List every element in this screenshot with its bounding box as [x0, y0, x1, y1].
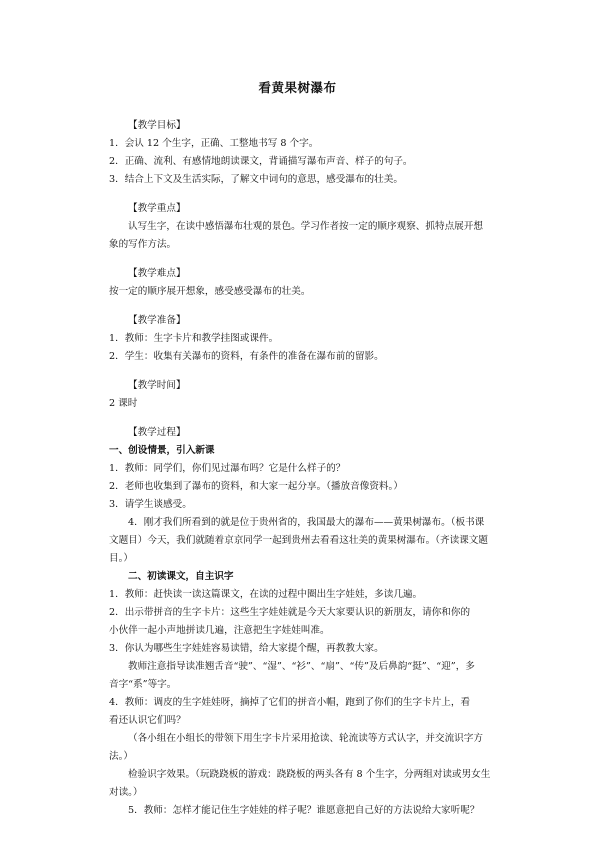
text-line: 【教学重点】 — [128, 203, 186, 214]
text-line: 2．出示带拼音的生字卡片：这些生字娃娃就是今天大家要认识的新朋友，请你和你的 — [109, 607, 471, 618]
text-line: 2．学生：收集有关瀑布的资料，有条件的准备在瀑布前的留影。 — [109, 351, 384, 362]
text-line: 5．教师：怎样才能记住生字娃娃的样子呢？谁愿意把自己好的方法说给大家听呢？ — [128, 805, 480, 816]
text-line: 音字“系”等字。 — [109, 679, 177, 690]
text-line: 2．正确、流利、有感情地朗读课文，背诵描写瀑布声音、样子的句子。 — [109, 156, 413, 167]
text-line: 1．会认 12 个生字，正确、工整地书写 8 个字。 — [109, 138, 319, 149]
text-line: 目。） — [109, 553, 133, 564]
text-line: 2 课时 — [109, 398, 138, 409]
text-line: 2．老师也收集到了瀑布的资料，和大家一起分享。（播放音像资料。） — [109, 481, 403, 492]
paragraph-gap — [109, 366, 509, 377]
text-line: 4．刚才我们所看到的就是位于贵州省的，我国最大的瀑布——黄果树瀑布。（板书课 — [128, 517, 485, 528]
text-line: 1．教师：赶快读一读这篇课文，在读的过程中圈出生字娃娃，多读几遍。 — [109, 589, 423, 600]
text-line: 【教学准备】 — [128, 315, 186, 326]
text-line: 【教学过程】 — [128, 427, 186, 438]
text-line: 3．你认为哪些生字娃娃容易读错，给大家提个醒，再教教大家。 — [109, 643, 384, 654]
text-line: 看还认识它们吗？ — [109, 715, 186, 726]
text-line: 文题目）今天，我们就随着京京同学一起到贵州去看看这壮美的黄果树瀑布。（齐读课文题 — [109, 535, 488, 546]
text-line: 对读。） — [109, 787, 143, 798]
document-title: 看黄果树瀑布 — [258, 80, 337, 95]
paragraph-gap — [109, 301, 509, 312]
text-line: （各小组在小组长的带领下用生字卡片采用抢读、轮流读等方式认字，并交流识字方 — [128, 733, 483, 744]
text-line: 【教学目标】 — [128, 120, 186, 131]
text-line: 3．结合上下文及生活实际，了解文中词句的意思，感受瀑布的壮美。 — [109, 174, 403, 185]
text-line: 认写生字，在读中感悟瀑布壮观的景色。学习作者按一定的顺序观察、抓特点展开想 — [128, 221, 483, 232]
section-heading: 一、创设情景，引入新课 — [109, 445, 215, 456]
paragraph-gap — [109, 254, 509, 265]
text-line: 4．教师：调皮的生字娃娃呀，摘掉了它们的拼音小帽，跑到了你们的生字卡片上，看 — [109, 697, 471, 708]
section-heading: 二、初读课文，自主识字 — [128, 571, 234, 582]
text-line: 教师注意指导读准翘舌音“驶”、“湿”、“衫”、“扇”、“传”及后鼻韵“挺”、“迎”，多 — [128, 661, 475, 672]
text-line: 1．教师：生字卡片和教学挂图或课件。 — [109, 333, 279, 344]
text-line: 小伙伴一起小声地拼读几遍，注意把生字娃娃叫准。 — [109, 625, 330, 636]
document-body — [109, 117, 509, 820]
text-line: 1．教师：同学们，你们见过瀑布吗？它是什么样子的？ — [109, 463, 346, 474]
text-line: 按一定的顺序展开想象，感受感受瀑布的壮美。 — [109, 286, 311, 297]
text-line: 象的写作方法。 — [109, 239, 177, 250]
paragraph-gap — [109, 413, 509, 424]
text-line: 【教学时间】 — [128, 380, 186, 391]
text-line: 3．请学生谈感受。 — [109, 499, 192, 510]
text-line: 法。） — [109, 751, 133, 762]
text-line: 【教学难点】 — [128, 268, 186, 279]
paragraph-gap — [109, 189, 509, 200]
text-line: 检验识字效果。（玩跷跷板的游戏：跷跷板的两头各有 8 个生字，分两组对读或男女生 — [128, 769, 491, 780]
